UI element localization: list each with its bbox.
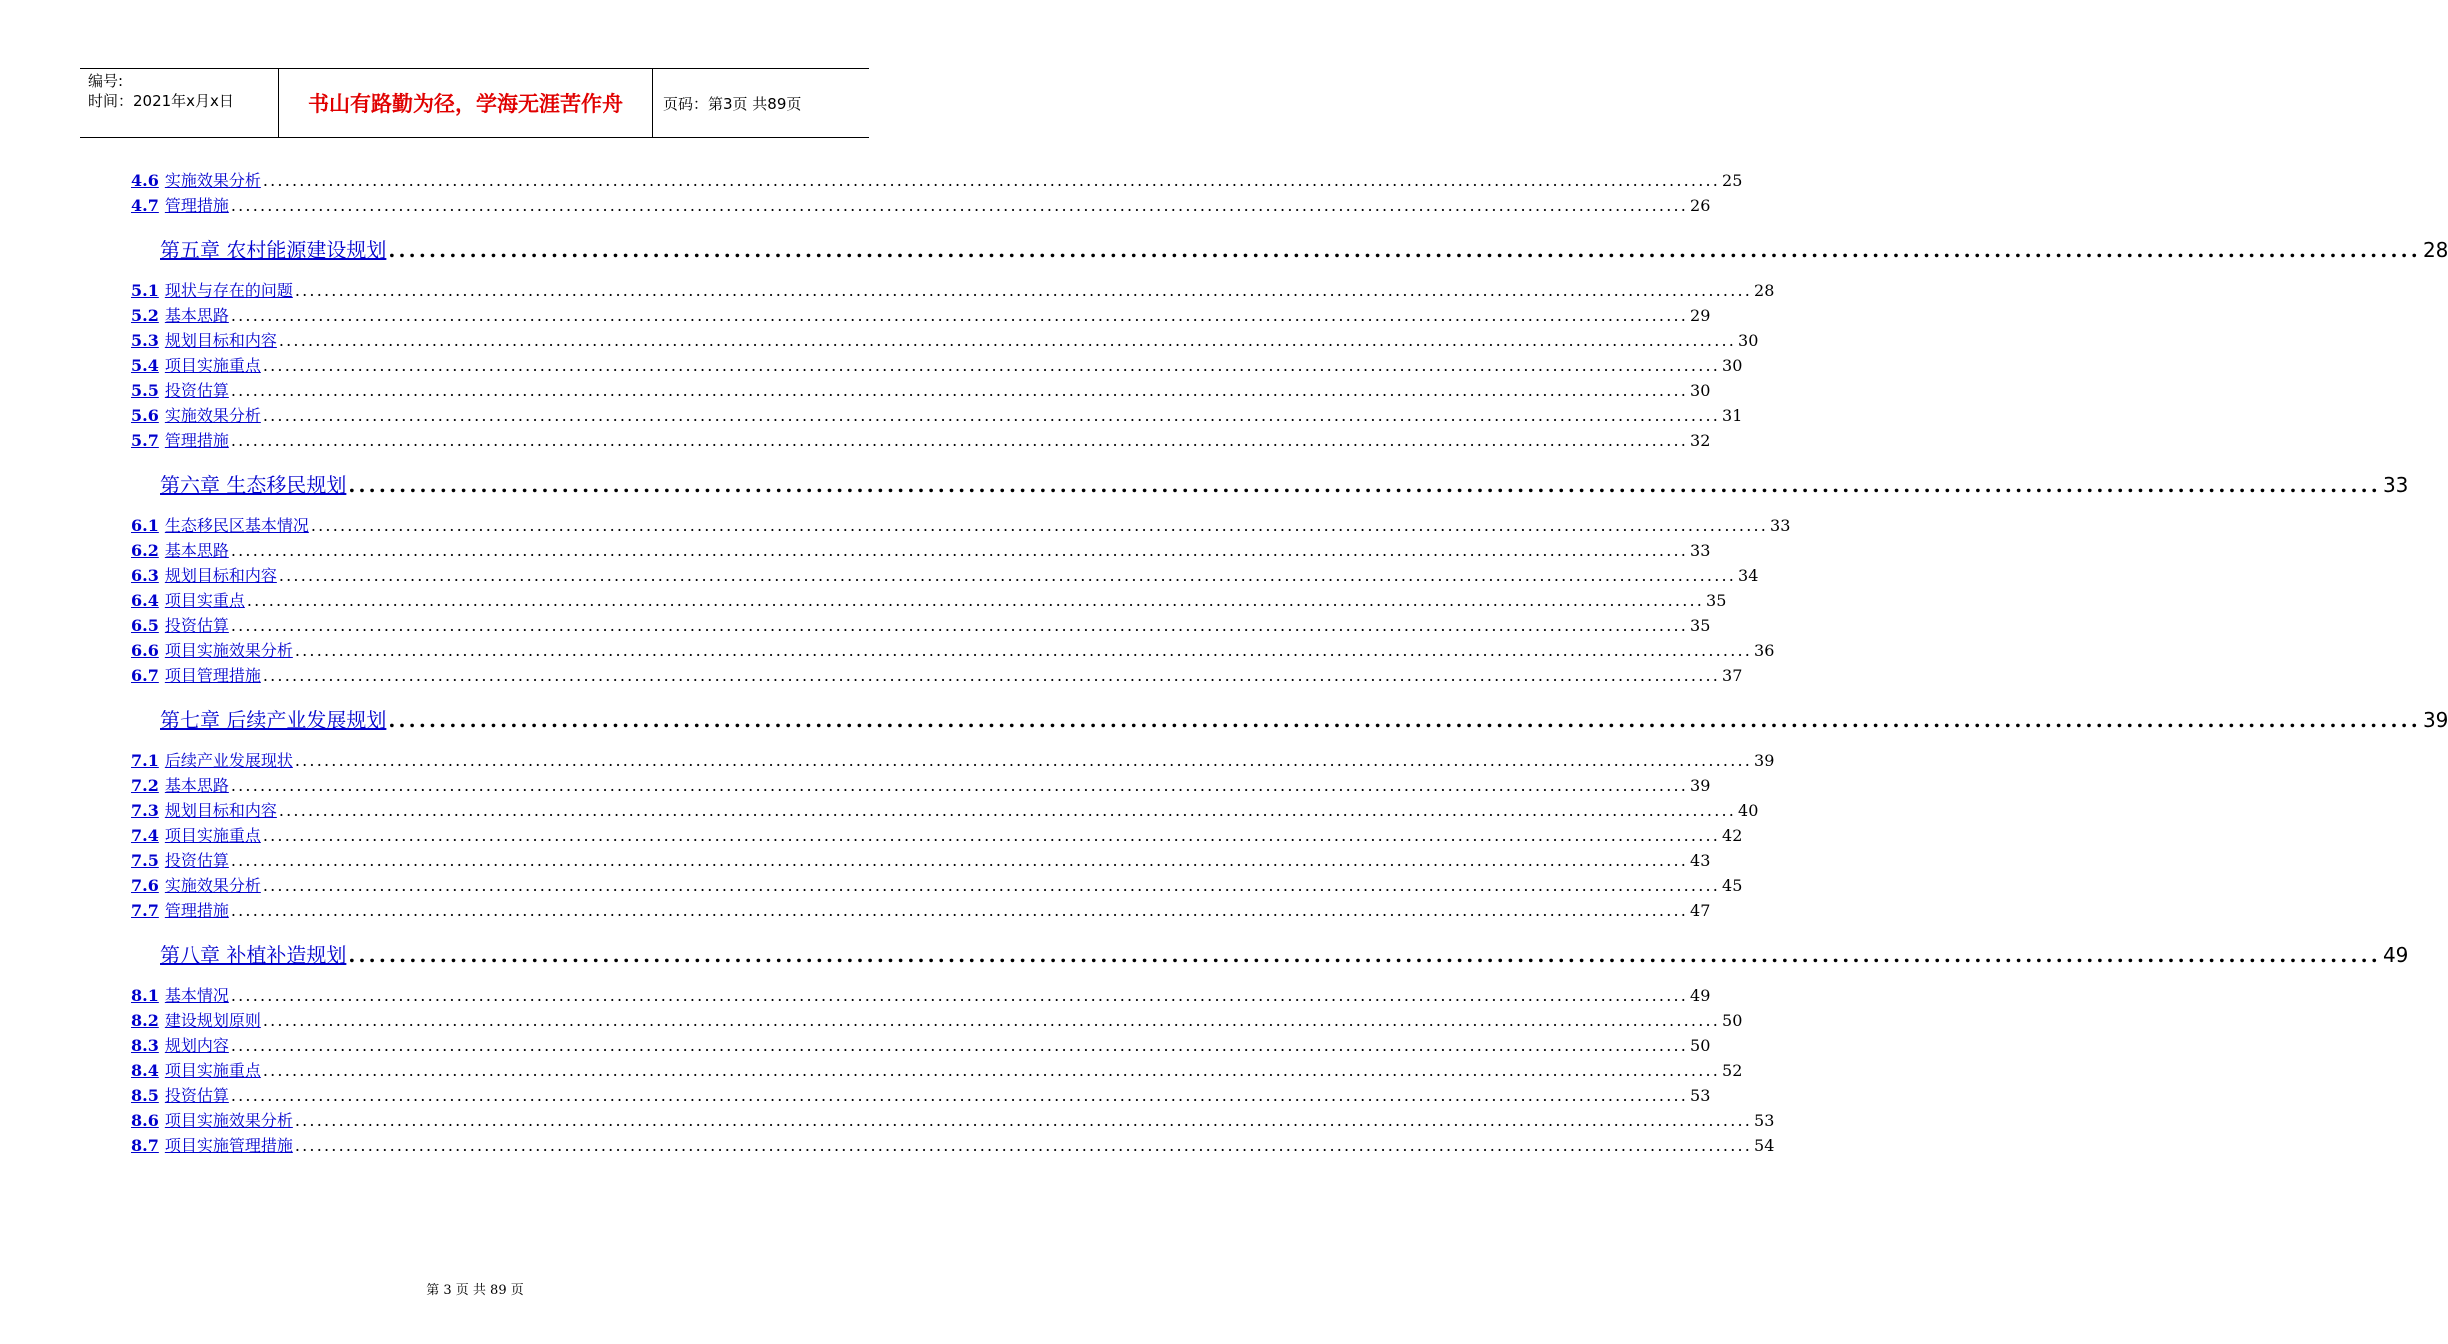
toc-entry-link[interactable] bbox=[131, 898, 229, 923]
toc-entry-link[interactable] bbox=[131, 303, 229, 328]
toc-dot-leader: ........................................................................................................................................................................................................ bbox=[262, 826, 1721, 845]
toc-entry-number: 8.1 bbox=[131, 986, 159, 1005]
toc-entry-number: 8.2 bbox=[131, 1011, 159, 1030]
toc-page-number: 35 bbox=[1706, 591, 1727, 610]
toc-entry-title: 项目实施管理措施 bbox=[164, 1136, 293, 1155]
toc-entry-title: 管理措施 bbox=[164, 196, 229, 215]
toc-dot-leader: ........................................................................................................................................................................................................ bbox=[230, 901, 1689, 920]
toc-entry-link[interactable] bbox=[131, 353, 261, 378]
toc-dot-leader: ........................................................................................................................................................................................................ bbox=[262, 666, 1721, 685]
toc-dot-leader: ........................................................................................................................................................................................................ bbox=[230, 381, 1689, 400]
toc-entry[interactable] bbox=[131, 1083, 1711, 1108]
toc-dot-leader: ........................................................................................................................................................................................................ bbox=[230, 196, 1689, 215]
toc-entry-link[interactable] bbox=[131, 1083, 229, 1108]
toc-dot-leader: ........................................................................................................................................................................................................ bbox=[230, 541, 1689, 560]
toc-page-number: 50 bbox=[1722, 1011, 1743, 1030]
toc-entry-title: 规划内容 bbox=[164, 1036, 229, 1055]
toc-entry-link[interactable] bbox=[131, 638, 293, 663]
toc-entry-number: 6.7 bbox=[131, 666, 159, 685]
toc-dot-leader: ........................................................................................................................................................................................................ bbox=[278, 331, 1737, 350]
toc-entry-title: 现状与存在的问题 bbox=[164, 281, 293, 300]
toc-entry-link[interactable] bbox=[131, 983, 229, 1008]
toc-page-number: 33 bbox=[2382, 473, 2409, 497]
toc-entry-link[interactable] bbox=[131, 663, 261, 688]
toc-entry-title: 基本思路 bbox=[164, 776, 229, 795]
toc-entry[interactable] bbox=[131, 638, 1775, 663]
toc-entry[interactable] bbox=[131, 1108, 1775, 1133]
toc-entry-number: 7.3 bbox=[131, 801, 159, 820]
toc-page-number: 49 bbox=[1690, 986, 1711, 1005]
toc-page-number: 30 bbox=[1690, 381, 1711, 400]
toc-page-number: 53 bbox=[1690, 1086, 1711, 1105]
toc-entry[interactable] bbox=[131, 748, 1775, 773]
toc-entry-title: 项目实施重点 bbox=[164, 356, 261, 375]
toc-entry-link[interactable] bbox=[131, 513, 309, 538]
toc-entry-link[interactable] bbox=[131, 428, 229, 453]
toc-entry-number: 7.2 bbox=[131, 776, 159, 795]
toc-entry-number: 8.6 bbox=[131, 1111, 159, 1130]
toc-entry-number: 7.5 bbox=[131, 851, 159, 870]
toc-dot-leader: ........................................................................................................................................................................................................ bbox=[278, 566, 1737, 585]
toc-entry-link[interactable] bbox=[131, 328, 277, 353]
toc-page-number: 32 bbox=[1690, 431, 1711, 450]
toc-entry-title: 规划目标和内容 bbox=[164, 566, 277, 585]
header-date: 时间：2021年x月x日 bbox=[88, 92, 234, 110]
toc-page-number: 43 bbox=[1690, 851, 1711, 870]
toc-entry-number: 5.3 bbox=[131, 331, 159, 350]
toc-entry-link[interactable] bbox=[131, 278, 293, 303]
toc-dot-leader: ........................................................................................................................................................................................................ bbox=[230, 431, 1689, 450]
toc-entry-title: 投资估算 bbox=[164, 851, 229, 870]
toc-dot-leader: ........................................................................................................................................................................................................ bbox=[230, 1086, 1689, 1105]
toc-entry[interactable] bbox=[131, 1033, 1711, 1058]
toc-page-number: 47 bbox=[1690, 901, 1711, 920]
toc-entry-link[interactable] bbox=[131, 1133, 293, 1158]
toc-entry-title: 生态移民区基本情况 bbox=[164, 516, 309, 535]
toc-entry-link[interactable] bbox=[131, 193, 229, 218]
toc-entry-link[interactable] bbox=[131, 168, 261, 193]
toc-dot-leader: ........................................................................................................................................................................................................ bbox=[230, 986, 1689, 1005]
toc-entry-title: 管理措施 bbox=[164, 431, 229, 450]
toc-dot-leader: ........................................................................................................................................................................................................ bbox=[278, 801, 1737, 820]
toc-dot-leader: ........................................................................................................................................................................................................ bbox=[262, 406, 1721, 425]
toc-entry-link[interactable] bbox=[131, 378, 229, 403]
toc-page-number: 52 bbox=[1722, 1061, 1743, 1080]
page-footer: 第 3 页 共 89 页 bbox=[426, 1283, 524, 1298]
toc-entry[interactable] bbox=[131, 278, 1775, 303]
toc-chapter-entry[interactable] bbox=[131, 461, 2409, 509]
toc-dot-leader: ........................................................................................................................................................................................................ bbox=[230, 776, 1689, 795]
toc-entry-link[interactable] bbox=[131, 773, 229, 798]
toc-dot-leader: ........................................................................................................................................................................................................ bbox=[230, 616, 1689, 635]
toc-dot-leader: ........................................................................................................................................................................................................ bbox=[230, 306, 1689, 325]
toc-chapter-title: 第六章 生态移民规划 bbox=[160, 473, 347, 497]
toc-entry[interactable] bbox=[131, 328, 1759, 353]
toc-entry-title: 后续产业发展现状 bbox=[164, 751, 293, 770]
toc-dot-leader: ........................................................................................................................................................................................................ bbox=[388, 238, 2421, 262]
toc-entry[interactable] bbox=[131, 588, 1727, 613]
toc-dot-leader: ........................................................................................................................................................................................................ bbox=[294, 751, 1753, 770]
toc-entry-number: 7.7 bbox=[131, 901, 159, 920]
toc-page-number: 35 bbox=[1690, 616, 1711, 635]
page-header bbox=[80, 68, 869, 138]
toc-entry-number: 5.1 bbox=[131, 281, 159, 300]
toc-entry-number: 5.6 bbox=[131, 406, 159, 425]
toc-entry-title: 项目实施重点 bbox=[164, 1061, 261, 1080]
toc-entry-title: 基本思路 bbox=[164, 306, 229, 325]
toc-page-number: 39 bbox=[1754, 751, 1775, 770]
toc-entry[interactable] bbox=[131, 823, 1743, 848]
toc-entry-number: 5.4 bbox=[131, 356, 159, 375]
toc-entry[interactable] bbox=[131, 353, 1743, 378]
toc-dot-leader: ........................................................................................................................................................................................................ bbox=[246, 591, 1705, 610]
toc-entry-title: 实施效果分析 bbox=[164, 406, 261, 425]
toc-page-number: 40 bbox=[1738, 801, 1759, 820]
toc-entry-title: 基本情况 bbox=[164, 986, 229, 1005]
toc-page-number: 39 bbox=[1690, 776, 1711, 795]
toc-entry-link[interactable] bbox=[131, 823, 261, 848]
toc-entry-title: 管理措施 bbox=[164, 901, 229, 920]
toc-entry[interactable] bbox=[131, 898, 1711, 923]
toc-page-number: 45 bbox=[1722, 876, 1743, 895]
toc-entry[interactable] bbox=[131, 663, 1743, 688]
toc-page-number: 31 bbox=[1722, 406, 1743, 425]
toc-entry-title: 规划目标和内容 bbox=[164, 331, 277, 350]
toc-entry-number: 4.6 bbox=[131, 171, 159, 190]
header-motto: 书山有路勤为径，学海无涯苦作舟 bbox=[279, 69, 653, 137]
toc-page-number: 50 bbox=[1690, 1036, 1711, 1055]
toc-chapter-link[interactable] bbox=[160, 226, 386, 274]
toc-page-number: 53 bbox=[1754, 1111, 1775, 1130]
toc-dot-leader: ........................................................................................................................................................................................................ bbox=[294, 1111, 1753, 1130]
table-of-contents bbox=[131, 168, 2448, 1158]
toc-entry-link[interactable] bbox=[131, 588, 245, 613]
toc-entry-number: 6.1 bbox=[131, 516, 159, 535]
toc-page-number: 26 bbox=[1690, 196, 1711, 215]
toc-entry[interactable] bbox=[131, 378, 1711, 403]
toc-entry-link[interactable] bbox=[131, 613, 229, 638]
toc-entry-number: 6.3 bbox=[131, 566, 159, 585]
toc-entry[interactable] bbox=[131, 428, 1711, 453]
toc-chapter-entry[interactable] bbox=[131, 226, 2448, 274]
toc-entry-title: 投资估算 bbox=[164, 1086, 229, 1105]
toc-entry-title: 项目实施效果分析 bbox=[164, 641, 293, 660]
toc-entry-link[interactable] bbox=[131, 798, 277, 823]
toc-entry[interactable] bbox=[131, 1008, 1743, 1033]
toc-entry-number: 6.2 bbox=[131, 541, 159, 560]
toc-page-number: 34 bbox=[1738, 566, 1759, 585]
toc-page-number: 33 bbox=[1770, 516, 1791, 535]
toc-entry[interactable] bbox=[131, 538, 1711, 563]
toc-entry-number: 7.4 bbox=[131, 826, 159, 845]
toc-entry-link[interactable] bbox=[131, 403, 261, 428]
toc-entry-number: 5.5 bbox=[131, 381, 159, 400]
toc-chapter-title: 第八章 补植补造规划 bbox=[160, 943, 347, 967]
toc-entry-title: 投资估算 bbox=[164, 381, 229, 400]
toc-entry[interactable] bbox=[131, 168, 1743, 193]
toc-page-number: 30 bbox=[1738, 331, 1759, 350]
toc-entry-number: 6.6 bbox=[131, 641, 159, 660]
toc-dot-leader: ........................................................................................................................................................................................................ bbox=[230, 1036, 1689, 1055]
toc-dot-leader: ........................................................................................................................................................................................................ bbox=[262, 171, 1721, 190]
toc-page-number: 29 bbox=[1690, 306, 1711, 325]
toc-entry-number: 8.5 bbox=[131, 1086, 159, 1105]
toc-entry-link[interactable] bbox=[131, 748, 293, 773]
toc-entry-number: 4.7 bbox=[131, 196, 159, 215]
toc-entry[interactable] bbox=[131, 1058, 1743, 1083]
toc-entry-link[interactable] bbox=[131, 848, 229, 873]
toc-entry-title: 实施效果分析 bbox=[164, 171, 261, 190]
toc-page-number: 30 bbox=[1722, 356, 1743, 375]
toc-entry-title: 实施效果分析 bbox=[164, 876, 261, 895]
toc-page-number: 33 bbox=[1690, 541, 1711, 560]
toc-entry[interactable] bbox=[131, 873, 1743, 898]
toc-entry[interactable] bbox=[131, 563, 1759, 588]
toc-dot-leader: ........................................................................................................................................................................................................ bbox=[262, 1061, 1721, 1080]
toc-dot-leader: ........................................................................................................................................................................................................ bbox=[294, 1136, 1753, 1155]
toc-page-number: 39 bbox=[2422, 708, 2448, 732]
toc-dot-leader: ........................................................................................................................................................................................................ bbox=[294, 641, 1753, 660]
toc-entry-number: 6.5 bbox=[131, 616, 159, 635]
toc-entry-number: 5.7 bbox=[131, 431, 159, 450]
toc-entry[interactable] bbox=[131, 303, 1711, 328]
toc-entry[interactable] bbox=[131, 983, 1711, 1008]
toc-entry-title: 建设规划原则 bbox=[164, 1011, 261, 1030]
header-meta-cell bbox=[80, 69, 279, 137]
toc-chapter-entry[interactable] bbox=[131, 931, 2409, 979]
toc-dot-leader: ........................................................................................................................................................................................................ bbox=[294, 281, 1753, 300]
toc-entry[interactable] bbox=[131, 798, 1759, 823]
toc-entry[interactable] bbox=[131, 613, 1711, 638]
toc-entry-link[interactable] bbox=[131, 1008, 261, 1033]
toc-dot-leader: ........................................................................................................................................................................................................ bbox=[262, 356, 1721, 375]
toc-chapter-link[interactable] bbox=[160, 696, 386, 744]
toc-entry-title: 规划目标和内容 bbox=[164, 801, 277, 820]
toc-entry-link[interactable] bbox=[131, 1058, 261, 1083]
toc-dot-leader: ........................................................................................................................................................................................................ bbox=[310, 516, 1769, 535]
toc-page-number: 42 bbox=[1722, 826, 1743, 845]
toc-dot-leader: ........................................................................................................................................................................................................ bbox=[262, 876, 1721, 895]
toc-entry-title: 项目实重点 bbox=[164, 591, 245, 610]
toc-chapter-title: 第五章 农村能源建设规划 bbox=[160, 238, 387, 262]
toc-entry-number: 7.6 bbox=[131, 876, 159, 895]
toc-entry-number: 7.1 bbox=[131, 751, 159, 770]
toc-entry-link[interactable] bbox=[131, 563, 277, 588]
toc-dot-leader: ........................................................................................................................................................................................................ bbox=[230, 851, 1689, 870]
toc-entry-link[interactable] bbox=[131, 873, 261, 898]
toc-page-number: 28 bbox=[2422, 238, 2448, 262]
toc-entry[interactable] bbox=[131, 773, 1711, 798]
toc-entry[interactable] bbox=[131, 403, 1743, 428]
toc-entry-link[interactable] bbox=[131, 1033, 229, 1058]
toc-page-number: 49 bbox=[2382, 943, 2409, 967]
toc-entry[interactable] bbox=[131, 1133, 1775, 1158]
toc-chapter-entry[interactable] bbox=[131, 696, 2448, 744]
toc-entry-number: 5.2 bbox=[131, 306, 159, 325]
toc-entry-title: 项目实施重点 bbox=[164, 826, 261, 845]
toc-entry-number: 8.3 bbox=[131, 1036, 159, 1055]
toc-dot-leader: ........................................................................................................................................................................................................ bbox=[348, 473, 2381, 497]
toc-entry-link[interactable] bbox=[131, 1108, 293, 1133]
toc-chapter-link[interactable] bbox=[160, 931, 346, 979]
toc-entry[interactable] bbox=[131, 193, 1711, 218]
toc-entry-title: 项目实施效果分析 bbox=[164, 1111, 293, 1130]
toc-page-number: 28 bbox=[1754, 281, 1775, 300]
toc-page-number: 37 bbox=[1722, 666, 1743, 685]
toc-entry[interactable] bbox=[131, 513, 1791, 538]
toc-entry-number: 8.7 bbox=[131, 1136, 159, 1155]
toc-entry-title: 基本思路 bbox=[164, 541, 229, 560]
toc-entry-title: 投资估算 bbox=[164, 616, 229, 635]
toc-entry-number: 6.4 bbox=[131, 591, 159, 610]
toc-entry-link[interactable] bbox=[131, 538, 229, 563]
toc-dot-leader: ........................................................................................................................................................................................................ bbox=[348, 943, 2381, 967]
toc-entry[interactable] bbox=[131, 848, 1711, 873]
toc-dot-leader: ........................................................................................................................................................................................................ bbox=[262, 1011, 1721, 1030]
toc-entry-number: 8.4 bbox=[131, 1061, 159, 1080]
toc-entry-title: 项目管理措施 bbox=[164, 666, 261, 685]
toc-dot-leader: ........................................................................................................................................................................................................ bbox=[388, 708, 2421, 732]
toc-chapter-title: 第七章 后续产业发展规划 bbox=[160, 708, 387, 732]
header-code-label: 编号: bbox=[88, 72, 124, 90]
toc-page-number: 36 bbox=[1754, 641, 1775, 660]
toc-chapter-link[interactable] bbox=[160, 461, 346, 509]
header-page-info: 页码：第3页 共89页 bbox=[663, 94, 802, 113]
toc-page-number: 54 bbox=[1754, 1136, 1775, 1155]
toc-page-number: 25 bbox=[1722, 171, 1743, 190]
